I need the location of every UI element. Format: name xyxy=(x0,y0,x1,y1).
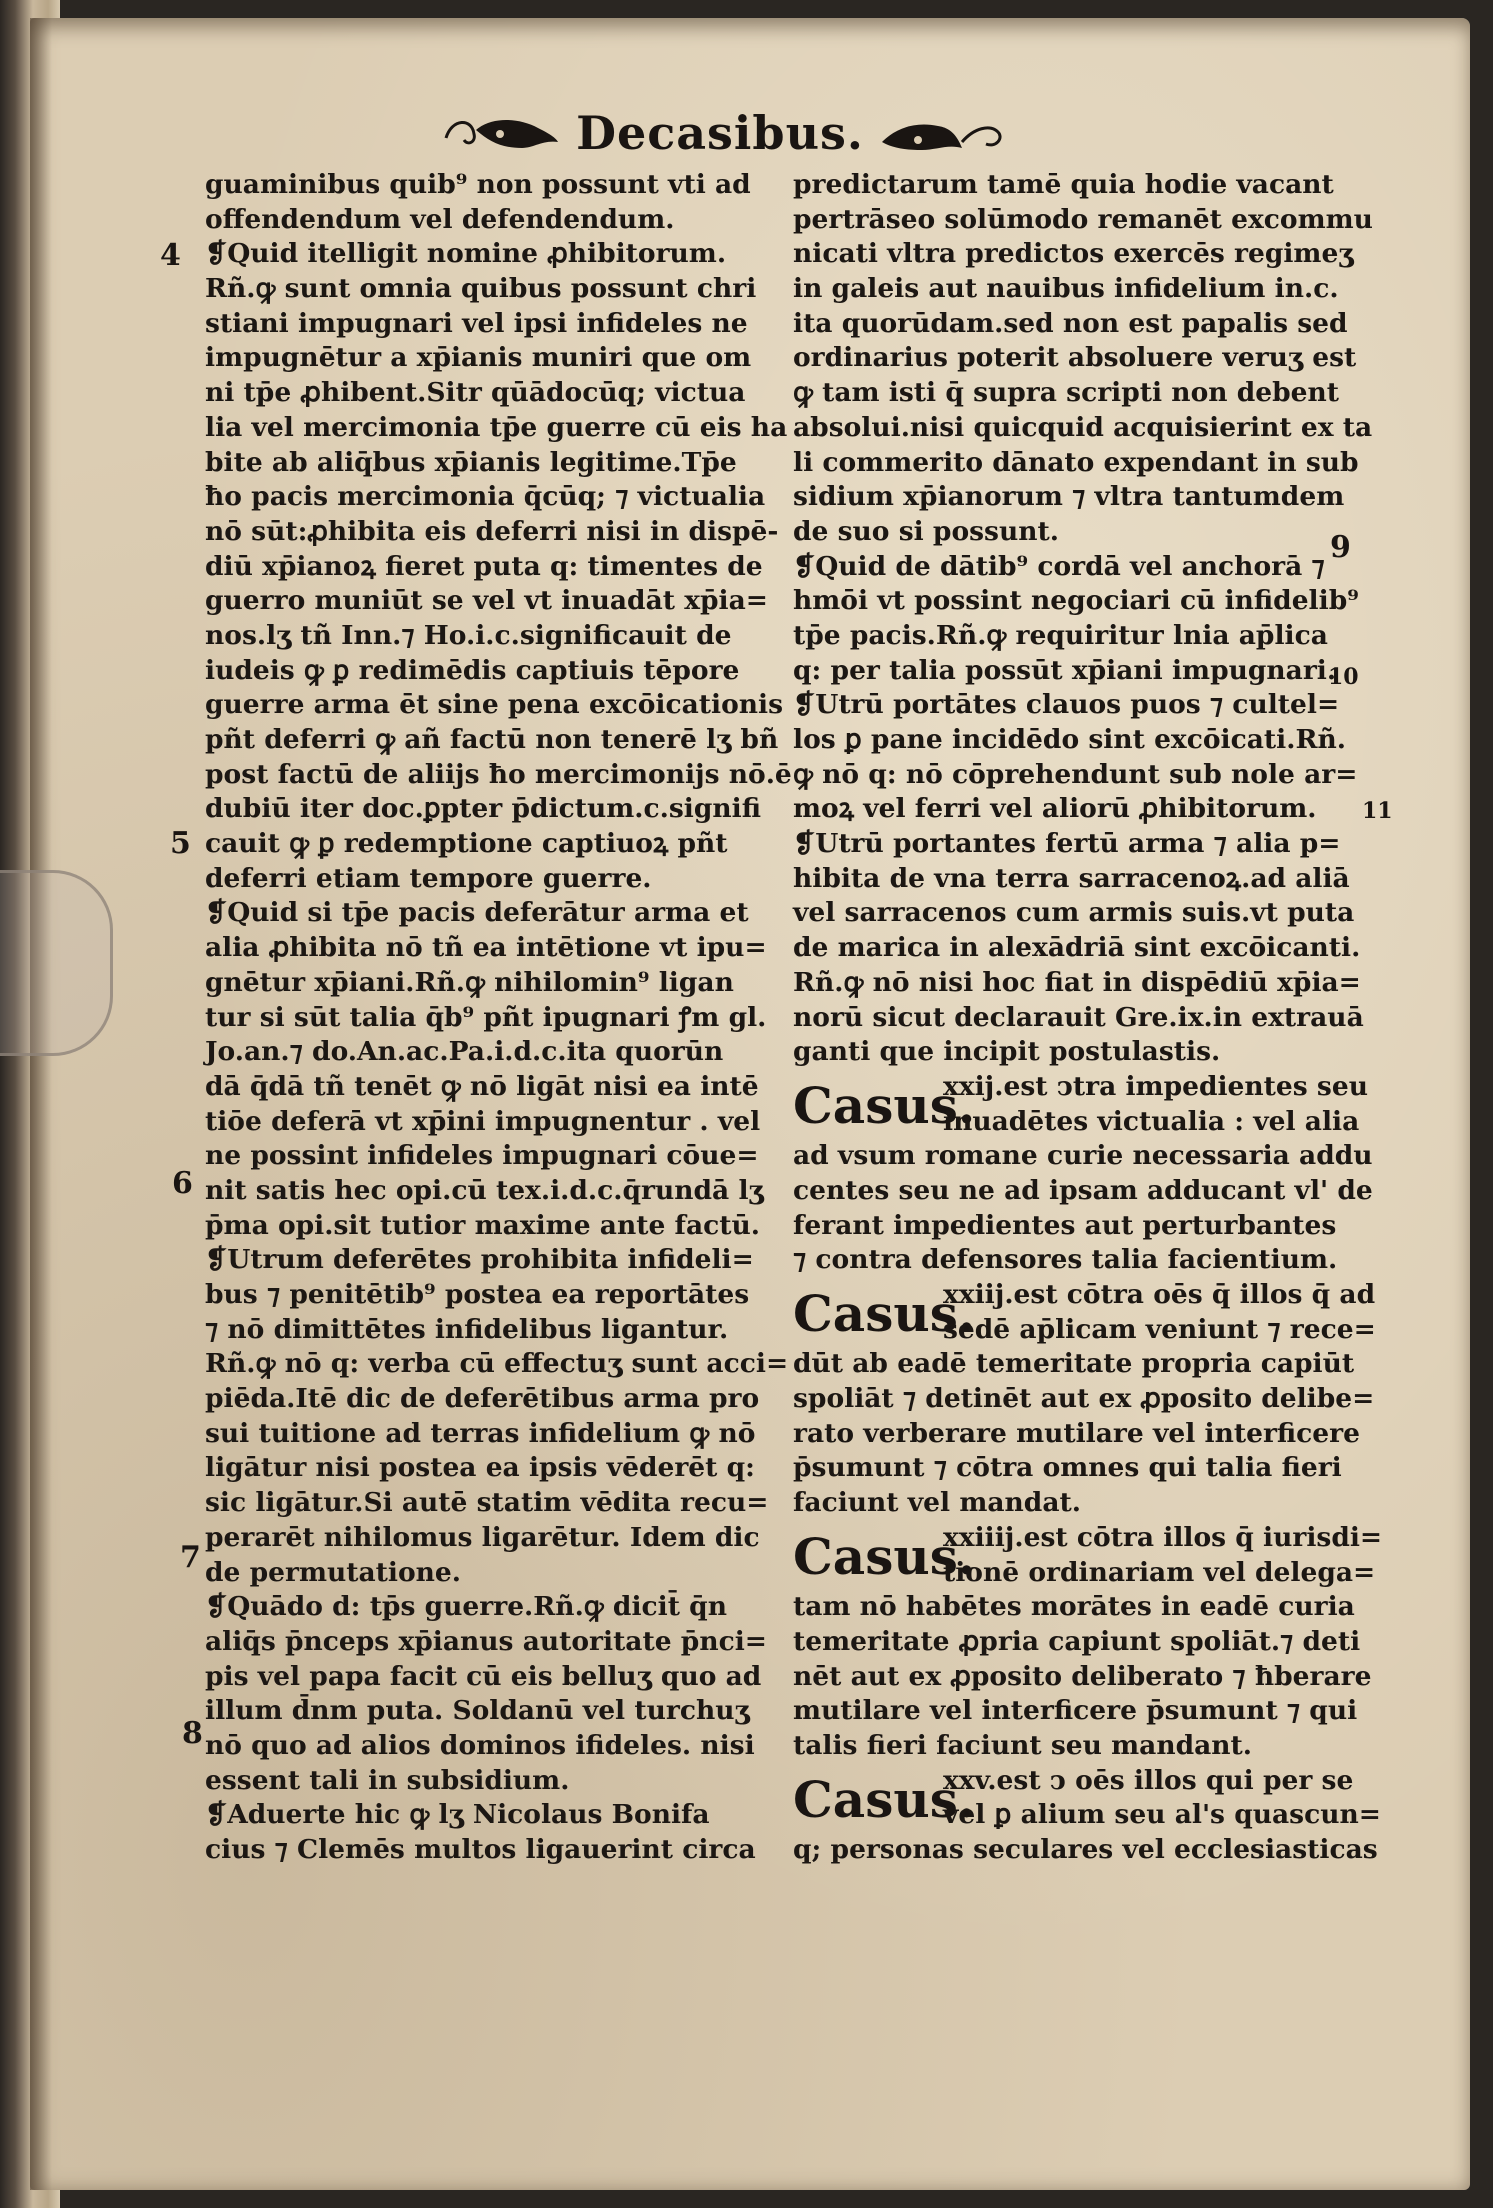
marginal-number: 11 xyxy=(1362,798,1393,824)
text-line: xxv.est ↄ oēs illos qui per se xyxy=(943,1764,1354,1796)
text-line: sedē ap̄licam veniunt ⁊ rece= xyxy=(943,1313,1376,1345)
text-line: nos.lʒ tñ Inn.⁊ Ho.i.c.significauit de xyxy=(205,619,732,651)
text-line: los ꝑ pane incidēdo sint excōicati.Rñ. xyxy=(793,724,1346,755)
casus-heading xyxy=(793,1521,1383,1590)
marginal-number: 4 xyxy=(160,238,181,273)
text-line: ni tp̄e ꝓhibent.Sitr qūādocūq; victua xyxy=(205,377,746,409)
text-line: in galeis aut nauibus infidelium in.c. xyxy=(793,273,1339,305)
text-line: Rñ.ꝙ nō q: verba cū effectuʒ sunt acci= xyxy=(205,1348,789,1380)
text-line: offendendum vel defendendum. xyxy=(205,203,675,235)
text-line: guerro muniūt se vel vt inuadāt xp̄ia= xyxy=(205,585,768,617)
text-line: diū xp̄ianoꝝ fieret puta q: timentes de xyxy=(205,550,763,582)
text-line: sidium xp̄ianorum ⁊ vltra tantumdem xyxy=(793,481,1345,513)
text-line: impugnētur a xp̄ianis muniri que om xyxy=(205,342,752,374)
text-line: de marica in alexādriā sint excōicanti. xyxy=(793,932,1361,964)
text-line: ❡Aduerte hic ꝙ lʒ Nicolaus Bonifa xyxy=(205,1799,710,1831)
text-line: absolui.nisi quicquid acquisierint ex ta xyxy=(793,411,1373,443)
text-line: ❡Quid de dātib⁹ cordā vel anchorā ⁊ xyxy=(793,550,1325,582)
text-line: temeritate ꝓpria capiunt spoliāt.⁊ deti xyxy=(793,1625,1361,1657)
page-clip xyxy=(0,870,113,1056)
text-line: xxij.est ↄtra impedientes seu xyxy=(943,1070,1368,1102)
text-line: aliq̄s p̄nceps xp̄ianus autoritate p̄nci= xyxy=(205,1625,768,1657)
text-line: ganti que incipit postulastis. xyxy=(793,1036,1221,1068)
text-line: ❡Utrum deferētes prohibita infideli= xyxy=(205,1244,754,1276)
running-head: Decasibus. xyxy=(576,106,864,160)
marginal-number: 6 xyxy=(172,1166,193,1201)
text-line: stiani impugnari vel ipsi infideles ne xyxy=(205,307,748,339)
text-line: talis fieri faciunt seu mandant. xyxy=(793,1729,1253,1761)
text-line: nēt aut ex ꝓposito deliberato ⁊ ħberare xyxy=(793,1660,1372,1692)
text-line: perarēt nihilomus ligarētur. Idem dic xyxy=(205,1521,760,1553)
casus-heading xyxy=(793,1070,1368,1139)
text-line: centes seu ne ad ipsam adducant vl' de xyxy=(793,1174,1373,1206)
text-line: cauit ꝙ ꝑ redemptione captiuoꝝ pñt xyxy=(205,828,728,860)
text-line: li commerito dānato expendant in sub xyxy=(793,446,1359,478)
text-line: gnētur xp̄iani.Rñ.ꝙ nihilomin⁹ ligan xyxy=(205,966,734,998)
text-line: de permutatione. xyxy=(205,1556,462,1588)
text-line: nō sūt:ꝓhibita eis deferri nisi in dispē- xyxy=(205,515,779,547)
casus-heading xyxy=(793,1278,1376,1347)
text-line: ordinarius poterit absoluere veruʒ est xyxy=(793,342,1357,374)
text-line: post factū de aliijs ħo mercimonijs nō.ē xyxy=(205,758,792,790)
text-line: xxiij.est cōtra oēs q̄ illos q̄ ad xyxy=(943,1279,1376,1311)
text-line: predictarum tamē quia hodie vacant xyxy=(793,169,1334,200)
text-line: pis vel papa facit cū eis belluʒ quo ad xyxy=(205,1660,762,1692)
text-line: ħo pacis mercimonia q̄cūq; ⁊ victualia xyxy=(205,481,766,513)
text-line: ❡Quid itelligit nomine ꝓhibitorum. xyxy=(205,238,727,270)
text-line: vel ꝑ alium seu al's quascun= xyxy=(943,1799,1381,1831)
casus-word: Casus. xyxy=(793,1284,976,1344)
text-line: tam nō habētes morātes in eadē curia xyxy=(793,1591,1355,1623)
text-line: vel sarracenos cum armis suis.vt puta xyxy=(793,897,1355,929)
page-header xyxy=(470,98,980,168)
text-line: ❡Quid si tp̄e pacis deferātur arma et xyxy=(205,897,749,929)
text-line: ligātur nisi postea ea ipsis vēderēt q: xyxy=(205,1452,755,1484)
text-line: norū sicut declarauit Gre.ix.in extrauā xyxy=(793,1001,1364,1033)
text-line: nicati vltra predictos exercēs regimeʒ xyxy=(793,238,1354,270)
text-line: ad vsum romane curie necessaria addu xyxy=(793,1140,1373,1172)
text-line: essent tali in subsidium. xyxy=(205,1764,570,1796)
text-line: q: per talia possūt xp̄iani impugnari. xyxy=(793,654,1337,686)
text-line: moꝝ vel ferri vel aliorū ꝓhibitorum. xyxy=(793,793,1317,825)
text-line: dā q̄dā tñ tenēt ꝙ nō ligāt nisi ea intē xyxy=(205,1070,759,1102)
marginal-number: 8 xyxy=(182,1716,203,1751)
marginal-number: 10 xyxy=(1328,664,1359,690)
text-line: cius ⁊ Clemēs multos ligauerint circa xyxy=(205,1834,756,1865)
text-line: tp̄e pacis.Rñ.ꝙ requiritur lnia ap̄lica xyxy=(793,619,1328,651)
text-line: tur si sūt talia q̄b⁹ pñt ipugnari ꝭm gl. xyxy=(205,1001,767,1033)
text-line: Rñ.ꝙ sunt omnia quibus possunt chri xyxy=(205,273,757,305)
text-line: lia vel mercimonia tp̄e guerre cū eis ha xyxy=(205,411,788,443)
text-line: tiōe deferā vt xp̄ini impugnentur . vel xyxy=(205,1105,761,1137)
casus-word: Casus. xyxy=(793,1075,976,1135)
text-line: bus ⁊ penitētib⁹ postea ea reportātes xyxy=(205,1279,750,1310)
text-line: piēda.Itē dic de deferētibus arma pro xyxy=(205,1383,760,1415)
text-line: ⁊ nō dimittētes infidelibus ligantur. xyxy=(205,1313,729,1345)
text-line: pñt deferri ꝙ añ factū non tenerē lʒ bñ xyxy=(205,724,779,755)
page-gutter-shadow xyxy=(30,18,52,2190)
text-line: p̄ma opi.sit tutior maxime ante factū. xyxy=(205,1209,760,1241)
left-column xyxy=(205,168,792,1868)
text-line: rato verberare mutilare vel interficere xyxy=(793,1417,1360,1449)
left-ornament-icon xyxy=(442,108,562,158)
text-line: nō quo ad alios dominos ifideles. nisi xyxy=(205,1729,755,1761)
right-ornament-icon xyxy=(878,108,1008,158)
text-line: ❡Utrū portātes clauos puos ⁊ cultel= xyxy=(793,689,1340,721)
text-line: inuadētes victualia : vel alia xyxy=(943,1105,1360,1137)
text-line: tionē ordinariam vel delega= xyxy=(943,1556,1376,1588)
text-line: de suo si possunt. xyxy=(793,515,1059,547)
text-line: p̄sumunt ⁊ cōtra omnes qui talia fieri xyxy=(793,1452,1342,1484)
text-line: deferri etiam tempore guerre. xyxy=(205,862,652,894)
text-line: spoliāt ⁊ detinēt aut ex ꝓposito delibe= xyxy=(793,1383,1375,1415)
text-line: ꝙ nō q: nō cōprehendunt sub nole ar= xyxy=(793,758,1358,790)
text-line: guaminibus quib⁹ non possunt vti ad xyxy=(205,169,751,200)
text-line: ❡Utrū portantes fertū arma ⁊ alia p= xyxy=(793,828,1341,860)
text-line: illum d̄nm puta. Soldanū vel turchuʒ xyxy=(205,1695,750,1727)
text-line: ꝙ tam isti q̄ supra scripti non debent xyxy=(793,377,1340,409)
text-line: alia ꝓhibita nō tñ ea intētione vt ipu= xyxy=(205,932,767,964)
text-line: Rñ.ꝙ nō nisi hoc fiat in dispēdiū xp̄ia= xyxy=(793,966,1361,998)
casus-word: Casus. xyxy=(793,1769,976,1829)
text-line: iudeis ꝙ ꝑ redimēdis captiuis tēpore xyxy=(205,654,740,686)
marginal-number: 7 xyxy=(180,1540,201,1575)
text-line: ❡Quādo d: tp̄s guerre.Rñ.ꝙ dicit̄ q̄n xyxy=(205,1591,727,1623)
text-line: pertrāseo solūmodo remanēt excommu xyxy=(793,203,1373,235)
text-line: sic ligātur.Si autē statim vēdita recu= xyxy=(205,1487,769,1519)
text-line: faciunt vel mandat. xyxy=(793,1487,1081,1519)
text-line: mutilare vel interficere p̄sumunt ⁊ qui xyxy=(793,1695,1358,1727)
text-line: dubiū iter doc.ꝑpter p̄dictum.c.signifi xyxy=(205,793,761,825)
text-line: xxiiij.est cōtra illos q̄ iurisdi= xyxy=(943,1521,1383,1553)
casus-heading xyxy=(793,1764,1381,1833)
casus-word: Casus. xyxy=(793,1526,976,1586)
text-line: ⁊ contra defensores talia facientium. xyxy=(793,1244,1338,1276)
text-line: hmōi vt possint negociari cū infidelib⁹ xyxy=(793,585,1359,617)
text-line: ne possint infideles impugnari cōue= xyxy=(205,1140,759,1172)
text-line: ferant impedientes aut perturbantes xyxy=(793,1209,1337,1241)
text-line: nit satis hec opi.cū tex.i.d.c.q̄rundā lʒ xyxy=(205,1174,764,1206)
text-line: dūt ab eadē temeritate propria capiūt xyxy=(793,1348,1355,1380)
marginal-number: 9 xyxy=(1330,530,1351,565)
text-line: Jo.an.⁊ do.An.ac.Pa.i.d.c.ita quorūn xyxy=(205,1036,724,1068)
text-line: hibita de vna terra sarracenoꝝ.ad aliā xyxy=(793,862,1350,894)
text-line: bite ab aliq̄bus xp̄ianis legitime.Tp̄e xyxy=(205,446,737,478)
text-line: sui tuitione ad terras infidelium ꝙ nō xyxy=(205,1417,756,1449)
text-line: q; personas seculares vel ecclesiasticas xyxy=(793,1834,1378,1866)
marginal-number: 5 xyxy=(170,826,191,861)
text-line: ita quorūdam.sed non est papalis sed xyxy=(793,307,1348,339)
text-line: guerre arma ēt sine pena excōicationis xyxy=(205,689,784,721)
